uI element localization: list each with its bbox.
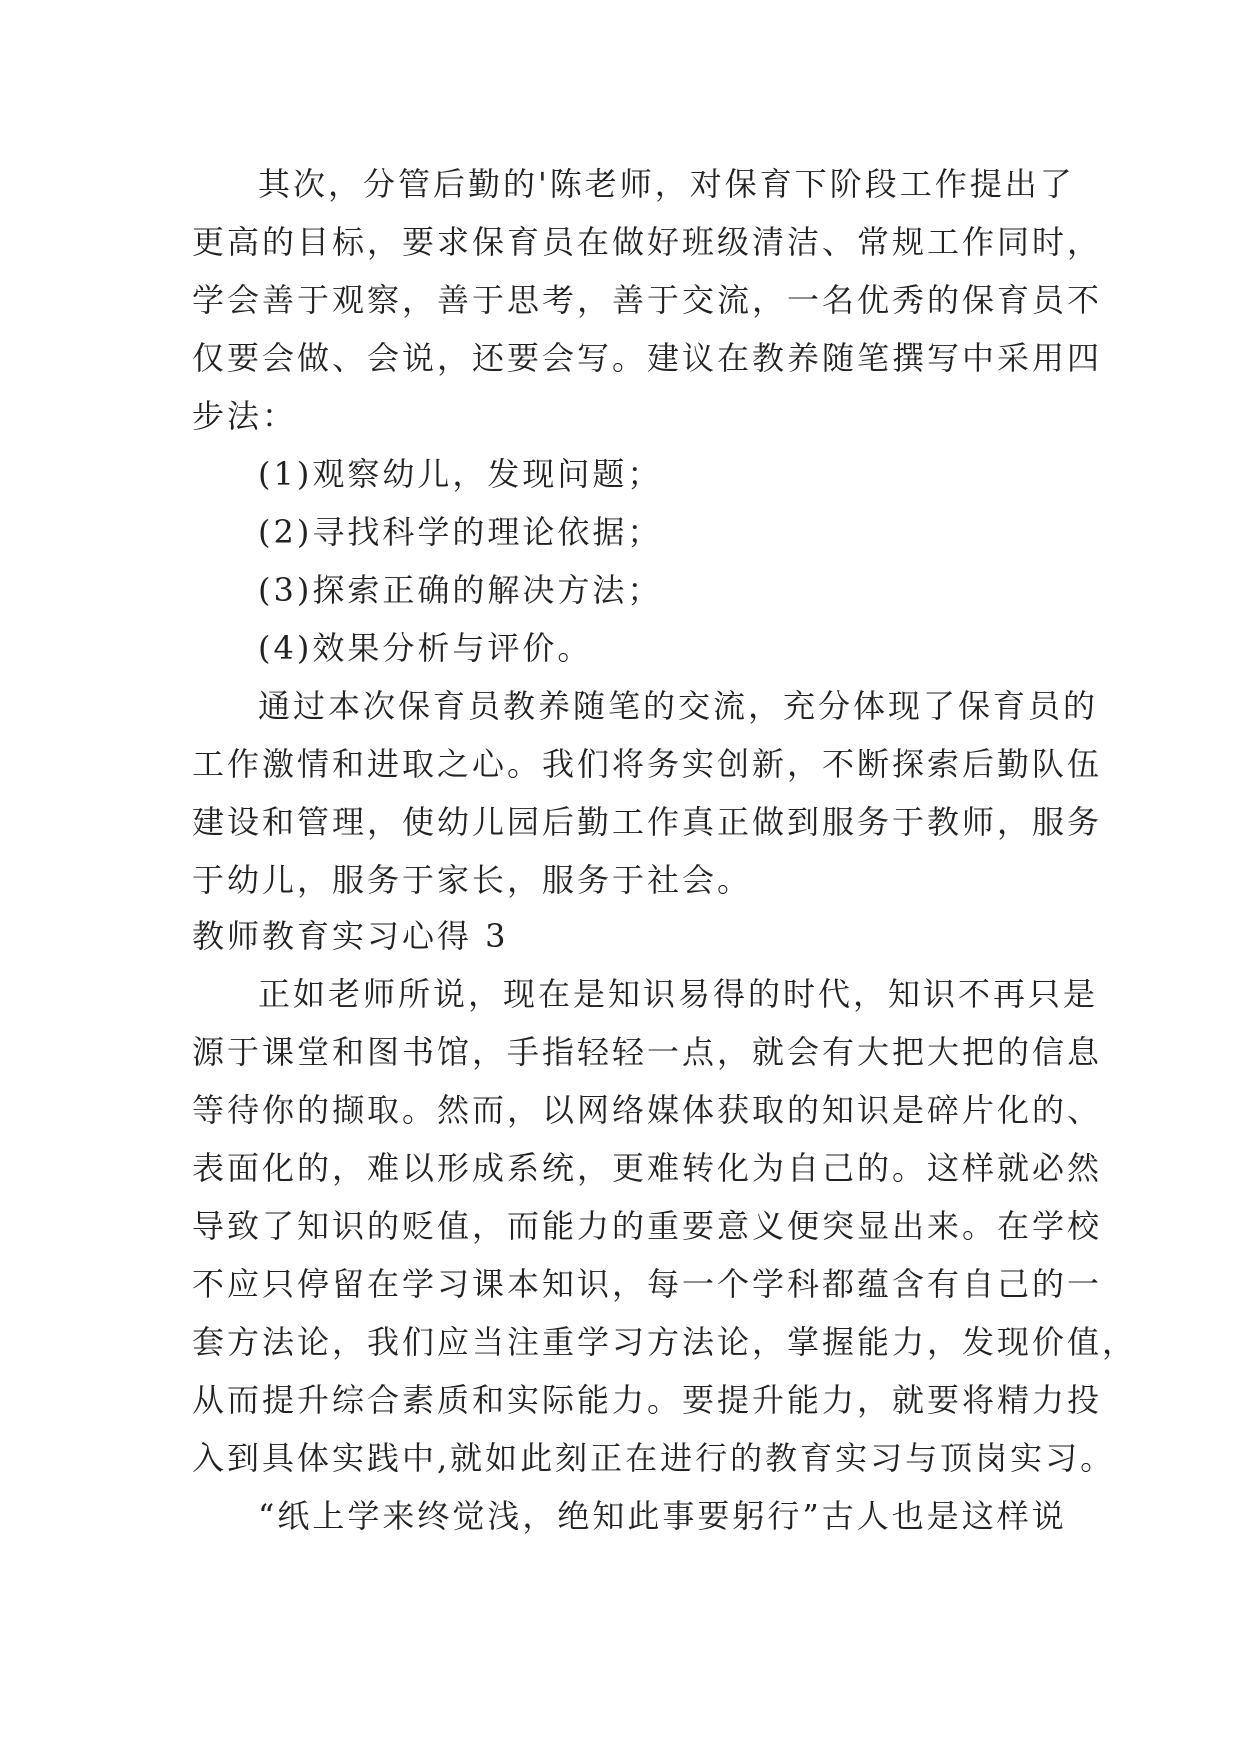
text-line: 仅要会做、会说，还要会写。建议在教养随笔撰写中采用四 bbox=[192, 339, 1103, 377]
text-line: 正如老师所说，现在是知识易得的时代，知识不再只是 bbox=[258, 975, 1099, 1013]
text-line: 表面化的，难以形成系统，更难转化为自己的。这样就必然 bbox=[192, 1149, 1103, 1187]
section-heading: 教师教育实习心得 3 bbox=[192, 917, 509, 955]
text-line: 建设和管理，使幼儿园后勤工作真正做到服务于教师，服务 bbox=[192, 803, 1103, 841]
text-line: 学会善于观察，善于思考，善于交流，一名优秀的保育员不 bbox=[192, 281, 1103, 319]
text-line: 更高的目标，要求保育员在做好班级清洁、常规工作同时， bbox=[192, 223, 1103, 261]
text-line: “纸上学来终觉浅，绝知此事要躬行”古人也是这样说 bbox=[258, 1497, 1067, 1535]
text-line: 于幼儿，服务于家长，服务于社会。 bbox=[192, 861, 753, 899]
text-line: 通过本次保育员教养随笔的交流，充分体现了保育员的 bbox=[258, 687, 1099, 725]
text-line: 从而提升综合素质和实际能力。要提升能力，就要将精力投 bbox=[192, 1381, 1103, 1419]
list-item: (2)寻找科学的理论依据； bbox=[258, 513, 663, 551]
text-line: 其次，分管后勤的'陈老师，对保育下阶段工作提出了 bbox=[258, 165, 1075, 203]
text-line: 导致了知识的贬值，而能力的重要意义便突显出来。在学校 bbox=[192, 1207, 1103, 1245]
list-item: (1)观察幼儿，发现问题； bbox=[258, 455, 663, 493]
text-line: 不应只停留在学习课本知识，每一个学科都蕴含有自己的一 bbox=[192, 1265, 1103, 1303]
list-item: (3)探索正确的解决方法； bbox=[258, 571, 663, 609]
text-line: 工作激情和进取之心。我们将务实创新，不断探索后勤队伍 bbox=[192, 745, 1103, 783]
text-line: 源于课堂和图书馆，手指轻轻一点，就会有大把大把的信息 bbox=[192, 1033, 1103, 1071]
text-line: 步法： bbox=[192, 397, 298, 435]
list-item: (4)效果分析与评价。 bbox=[258, 629, 593, 667]
text-line: 套方法论，我们应当注重学习方法论，掌握能力，发现价值， bbox=[192, 1323, 1138, 1361]
text-line: 等待你的撷取。然而，以网络媒体获取的知识是碎片化的、 bbox=[192, 1091, 1103, 1129]
text-line: 入到具体实践中,就如此刻正在进行的教育实习与顶岗实习。 bbox=[192, 1439, 1116, 1477]
